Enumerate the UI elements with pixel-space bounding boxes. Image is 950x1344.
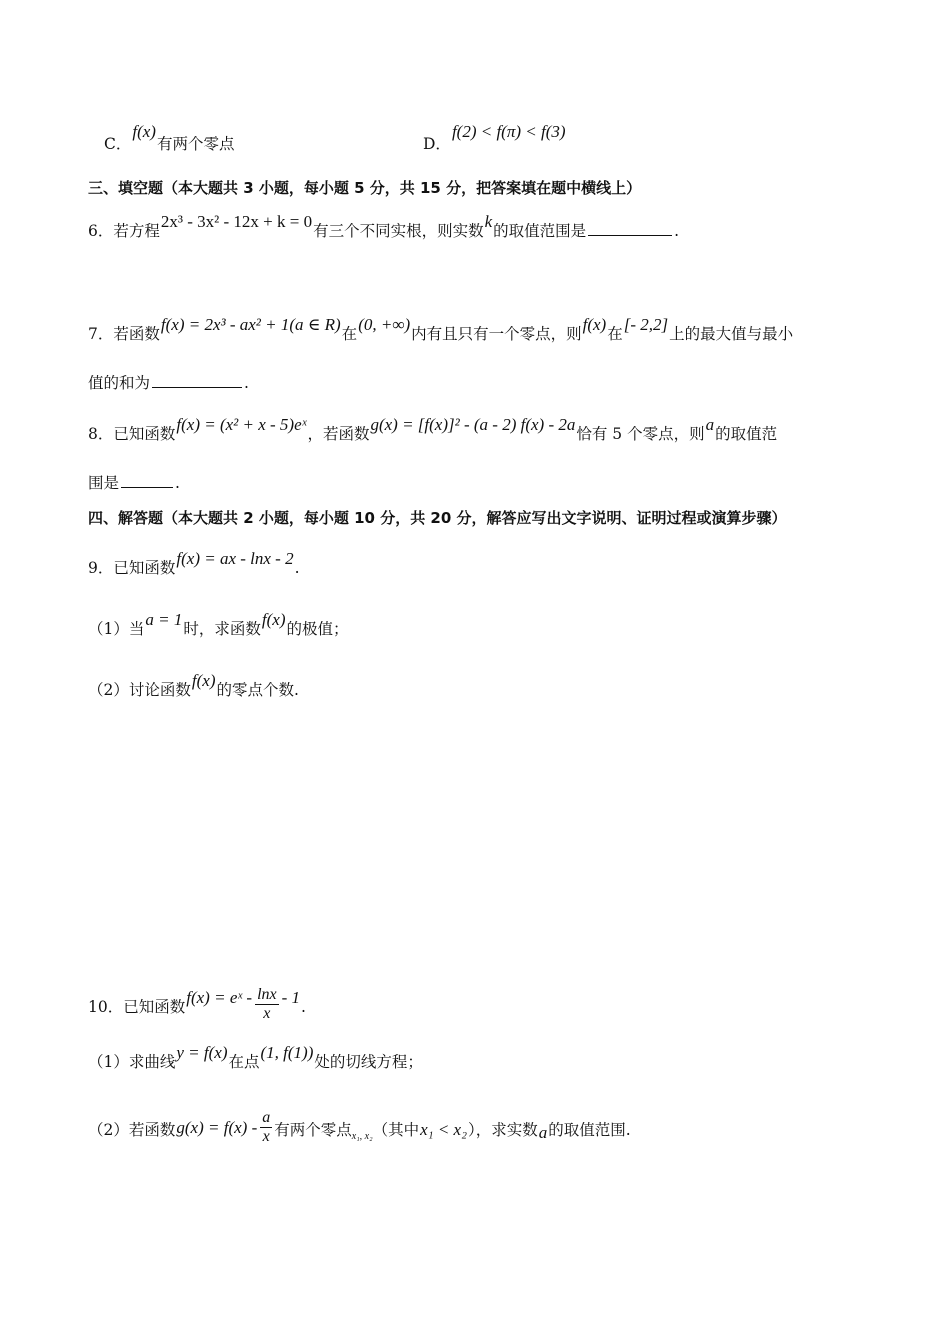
q9-p1-text-3: 的极值； (286, 620, 349, 638)
q7-answer-blank[interactable] (152, 386, 242, 388)
question-9-part-2 (88, 671, 299, 699)
q10-p1-curve: y = f(x) (176, 1043, 228, 1062)
q9-p2-fx: f(x) (191, 671, 216, 690)
question-8 (88, 415, 778, 443)
q7-text-2: 在 (341, 325, 358, 343)
q10-p2-label: （2） (88, 1121, 129, 1140)
option-c-label: C． (104, 135, 132, 153)
q9-p1-fx: f(x) (261, 610, 286, 629)
q10-p2-text-1: 若函数 (128, 1121, 176, 1140)
q10-p2-text-4: ），求实数 (468, 1121, 538, 1140)
q10-p2-var-a: a (538, 1123, 548, 1143)
q10-p2-fraction-denominator: x (262, 1127, 270, 1145)
q10-p2-text-5: 的取值范围. (548, 1121, 631, 1140)
question-7-cont (88, 376, 249, 392)
q10-p2-zeros: x₁, x₂ (351, 1131, 373, 1143)
section-3-heading: 三、填空题（本大题共 3 小题，每小题 5 分，共 15 分，把答案填在题中横线上） (88, 179, 642, 197)
q10-p2-inequality: x₁ < x₂ (420, 1120, 467, 1140)
q10-p1-point: (1, f(1)) (260, 1043, 314, 1062)
q7-text-6: 值的和为 (88, 374, 151, 392)
q8-text-4: 的取值范 (715, 425, 778, 443)
q6-answer-blank[interactable] (588, 234, 672, 236)
q10-function-part-1: f(x) = eˣ - (186, 988, 253, 1008)
q7-end: . (244, 374, 249, 392)
q9-p1-condition: a = 1 (145, 610, 183, 629)
q7-interval: (0, +∞) (358, 315, 411, 334)
q7-function: f(x) = 2x³ - ax² + 1(a ∈ R) (160, 315, 341, 334)
section-4-heading: 四、解答题（本大题共 2 小题，每小题 10 分，共 20 分，解答应写出文字说明、证明过程或演算步骤） (88, 509, 787, 527)
q8-number: 8． (88, 425, 114, 443)
q8-text-1: 已知函数 (113, 425, 176, 443)
q6-text-1: 若方程 (113, 222, 160, 240)
q10-p1-text-2: 在点 (228, 1053, 260, 1071)
q7-number: 7． (88, 325, 114, 343)
question-10 (88, 986, 306, 1026)
q10-p2-fraction (260, 1109, 272, 1145)
q6-end: . (674, 222, 680, 240)
q7-text-3: 内有且只有一个零点，则 (411, 325, 582, 343)
q6-number: 6． (88, 222, 114, 240)
question-9 (88, 549, 300, 577)
q7-text-4: 在 (607, 325, 623, 343)
q10-fraction-denominator: x (263, 1004, 271, 1022)
q9-number: 9． (88, 559, 114, 577)
q9-p1-text-1: 当 (128, 620, 145, 638)
q9-end: . (294, 559, 300, 577)
q8-var-a: a (705, 415, 715, 434)
q9-p2-label: （2） (88, 681, 129, 699)
q7-text-1: 若函数 (113, 325, 160, 343)
q7-closed-interval: [- 2,2] (623, 315, 669, 334)
q9-p2-text-2: 的零点个数. (216, 681, 299, 699)
q10-end: . (301, 998, 306, 1017)
q8-text-5: 围是 (88, 474, 120, 492)
q6-text-2: 有三个不同实根，则实数 (313, 222, 484, 240)
question-6 (88, 212, 680, 240)
option-d-label: D． (423, 135, 451, 153)
q10-p1-text-1: 求曲线 (128, 1053, 176, 1071)
q10-p2-text-3: （其中 (372, 1121, 420, 1140)
q9-p1-text-2: 时，求函数 (183, 620, 261, 638)
q7-text-5: 上的最大值与最小 (669, 325, 794, 343)
option-c-text: 有两个零点 (156, 135, 235, 153)
q6-equation: 2x³ - 3x² - 12x + k = 0 (160, 212, 313, 231)
q10-function-part-2: - 1 (281, 988, 301, 1008)
question-10-part-2 (88, 1109, 631, 1149)
q8-text-3: 恰有 5 个零点，则 (576, 425, 705, 443)
q7-fx: f(x) (582, 315, 607, 334)
question-10-part-1 (88, 1043, 423, 1071)
q8-end: . (175, 474, 180, 492)
q10-p2-fraction-numerator: a (262, 1109, 271, 1126)
q6-var-k: k (484, 212, 493, 231)
q10-p1-text-3: 处的切线方程； (314, 1053, 423, 1071)
option-c (104, 122, 235, 154)
q9-function: f(x) = ax - lnx - 2 (176, 549, 294, 568)
option-c-math: f(x) (132, 122, 156, 141)
q10-p2-text-2: 有两个零点 (274, 1121, 352, 1140)
option-d (423, 122, 567, 154)
q10-p2-g-function: g(x) = f(x) - (176, 1118, 258, 1138)
question-8-cont (88, 476, 180, 492)
q6-text-3: 的取值范围是 (493, 222, 587, 240)
q8-answer-blank[interactable] (121, 486, 173, 488)
q9-p1-label: （1） (88, 620, 129, 638)
q10-p1-label: （1） (88, 1053, 129, 1071)
q10-number: 10． (88, 998, 124, 1017)
question-9-part-1 (88, 610, 349, 638)
question-7 (88, 315, 794, 343)
q9-p2-text-1: 讨论函数 (128, 681, 191, 699)
q10-text-1: 已知函数 (123, 998, 186, 1017)
q10-fraction-numerator: lnx (257, 986, 277, 1003)
q8-text-2: ，若函数 (307, 425, 370, 443)
q8-g-function: g(x) = [f(x)]² - (a - 2) f(x) - 2a (370, 415, 576, 434)
option-d-math: f(2) < f(π) < f(3) (451, 122, 566, 141)
q10-fraction (255, 986, 279, 1022)
q9-text-1: 已知函数 (113, 559, 176, 577)
q8-function: f(x) = (x² + x - 5)eˣ (176, 415, 307, 434)
